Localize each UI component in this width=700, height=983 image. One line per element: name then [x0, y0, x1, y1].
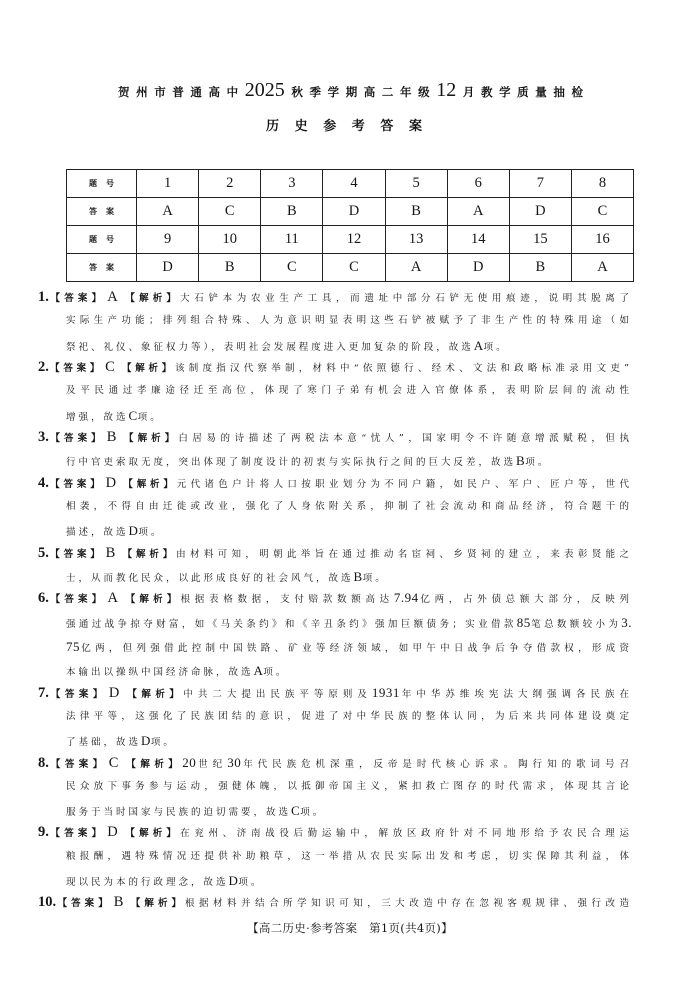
explanation-line [38, 635, 632, 659]
answer-label: 【答案】 [48, 478, 104, 490]
analysis-label: 【解析】 [123, 594, 181, 606]
question-number-cell: 10 [199, 226, 261, 254]
answer-cell: B [261, 198, 323, 226]
answer-cell: B [385, 198, 447, 226]
analysis-label: 【解析】 [129, 898, 185, 910]
document-subtitle: 历史参考答案 [266, 119, 422, 134]
analysis-text: 描述，故选D项。 [66, 523, 164, 539]
table-row [67, 226, 634, 254]
explanation-line [38, 309, 632, 333]
question-number-cell: 3 [261, 170, 323, 198]
latin-text: 20 [182, 754, 197, 770]
question-number-cell: 15 [509, 226, 571, 254]
analysis-text: 由材料可知，明朝此举旨在通过推动名宦祠、乡贤祠的建立，来表彰贤能之 [176, 548, 632, 560]
question-number-cell: 1 [137, 170, 199, 198]
question-number: 6. [38, 590, 49, 607]
explanation-item [38, 820, 632, 893]
question-number: 7. [38, 684, 49, 701]
table-row [67, 198, 634, 226]
explanation-item [38, 681, 632, 754]
analysis-text: 元代诸色户计将人口按职业划分为不同户籍，如民户、军户、匠户等，世代 [176, 478, 632, 490]
latin-text: 12 [436, 79, 457, 101]
explanation-line [38, 681, 632, 705]
question-number-cell: 5 [385, 170, 447, 198]
answer-label: 【答案】 [48, 688, 107, 700]
analysis-text: 强通过战争掠夺财富，如《马关条约》和《辛丑条约》强加巨额债务；实业借款85笔总数额较小为3. [66, 614, 632, 630]
answer-label: 【答案】 [48, 594, 106, 606]
answer-label: 【答案】 [48, 828, 106, 840]
latin-text: 3. [621, 614, 632, 630]
analysis-text: 祭祀、礼仪、象征权力等），表明社会发展程度进入更加复杂的阶段，故选A项。 [66, 337, 509, 353]
answer-cell: A [385, 254, 447, 282]
answer-cell: A [447, 198, 509, 226]
analysis-label: 【解析】 [123, 293, 181, 304]
analysis-text: 服务于当时国家与民族的迫切需要，故选C项。 [66, 803, 326, 819]
question-number-cell: 6 [447, 170, 509, 198]
analysis-label: 【解析】 [124, 758, 183, 770]
explanation-line [38, 379, 632, 403]
answer-label: 【答案】 [48, 432, 105, 444]
answer-label: 【答案】 [56, 898, 112, 910]
answer-cell: D [137, 254, 199, 282]
answer-letter: D [108, 684, 120, 701]
analysis-label: 【解析】 [121, 548, 177, 560]
answer-cell: A [571, 254, 633, 282]
answer-label: 【答案】 [48, 758, 107, 770]
explanations-section [38, 285, 632, 915]
answer-cell: C [261, 254, 323, 282]
question-number: 8. [38, 754, 49, 771]
analysis-text: 相袭，不得自由迁徙或改业，强化了人身依附关系，抑制了社会流动和商品经济，符合题干的 [66, 500, 632, 512]
answer-letter: D [105, 474, 117, 491]
explanation-line [38, 775, 632, 799]
answer-cell: D [447, 254, 509, 282]
question-number: 3. [38, 428, 49, 445]
answer-cell: C [199, 198, 261, 226]
analysis-label: 【解析】 [125, 688, 184, 700]
question-number: 9. [38, 824, 49, 841]
analysis-label: 【解析】 [120, 362, 176, 374]
answer-cell: D [323, 198, 385, 226]
answer-letter: B [113, 894, 124, 911]
analysis-text: 及平民通过孝廉途径迁至高位，体现了寒门子弟有机会进入官僚体系，表明阶层间的流动性 [66, 385, 632, 397]
answer-letter: D [107, 824, 118, 841]
question-number-cell: 2 [199, 170, 261, 198]
answer-key-table [66, 169, 634, 282]
latin-text: C [128, 407, 138, 423]
analysis-text: 根据材料并结合所学知识可知，三大改造中存在忽视客观规律、强行改造 [184, 898, 632, 910]
explanation-line [38, 705, 632, 729]
explanation-line [38, 586, 632, 610]
table-row-label: 答案 [67, 254, 137, 282]
answer-cell: A [137, 198, 199, 226]
answer-letter: C [105, 358, 115, 375]
question-number-cell: 12 [323, 226, 385, 254]
document-title: 贺州市普通高中2025秋季学期高二年级12月教学质量抽检 [118, 79, 583, 101]
answer-letter: C [108, 754, 119, 771]
explanation-item [38, 425, 632, 474]
analysis-text: 粮报酬，遇特殊情况还提供补助粮草，这一举措从农民实际出发和考虑，切实保障其利益，体 [66, 850, 632, 862]
latin-text: 2025 [244, 79, 285, 101]
latin-text: A [253, 663, 264, 679]
explanation-item [38, 285, 632, 358]
answer-label: 【答案】 [48, 293, 106, 304]
latin-text: D [141, 733, 151, 749]
latin-text: 85 [516, 614, 531, 630]
explanation-line [38, 820, 632, 844]
latin-text: 30 [227, 754, 242, 770]
table-row-label: 答案 [67, 198, 137, 226]
question-number-cell: 8 [571, 170, 633, 198]
analysis-text: 行中官吏索取无度，突出体现了制度设计的初衷与实际执行之间的巨大反差，故选B项。 [66, 453, 551, 469]
answer-label: 【答案】 [48, 362, 104, 374]
answer-letter: A [107, 289, 118, 305]
question-number-cell: 7 [509, 170, 571, 198]
question-number-cell: 9 [137, 226, 199, 254]
analysis-text: 士，从而教化民众，以此形成良好的社会风气，故选B项。 [66, 568, 388, 584]
analysis-text: 现以民为本的行政理念，故选D项。 [66, 873, 264, 889]
question-number: 1. [38, 289, 49, 305]
answer-letter: B [105, 544, 116, 561]
latin-text: B [353, 568, 363, 584]
explanation-line [38, 425, 632, 449]
explanation-item [38, 355, 632, 428]
analysis-text: 该制度指汉代察举制，材料中“依照德行、经术、文法和政略标准录用文吏” [175, 362, 632, 374]
latin-text: 1931 [371, 684, 400, 700]
answer-cell: B [199, 254, 261, 282]
table-row [67, 254, 634, 282]
explanation-item [38, 471, 632, 544]
table-row-label: 题号 [67, 170, 137, 198]
explanation-item [38, 751, 632, 824]
analysis-text: 中共二大提出民族平等原则及1931年中华苏维埃宪法大纲强调各民族在 [183, 684, 632, 700]
question-number-cell: 16 [571, 226, 633, 254]
analysis-text: 了基础，故选D项。 [66, 733, 176, 749]
analysis-text: 白居易的诗描述了两税法本意“忧人”，国家明令不许随意增派赋税，但执 [178, 432, 632, 444]
analysis-label: 【解析】 [122, 432, 179, 444]
explanation-line [38, 471, 632, 495]
latin-text: D [228, 873, 239, 889]
latin-text: B [516, 453, 526, 469]
answer-label: 【答案】 [48, 548, 104, 560]
answer-letter: B [106, 428, 117, 445]
analysis-text: 大石铲本为农业生产工具，而遗址中部分石铲无使用痕迹，说明其脱离了 [180, 293, 632, 304]
answer-letter: A [107, 590, 118, 607]
latin-text: C [291, 803, 301, 819]
explanation-line [38, 541, 632, 565]
latin-text: A [473, 337, 484, 353]
table-row-label: 题号 [67, 226, 137, 254]
explanation-line [38, 355, 632, 379]
page-footer: 【高二历史·参考答案 第1页(共4页)】 [247, 921, 453, 935]
analysis-label: 【解析】 [123, 828, 181, 840]
answer-cell: B [509, 254, 571, 282]
analysis-text: 本输出以操纵中国经济命脉，故选A项。 [66, 663, 289, 679]
question-number-cell: 14 [447, 226, 509, 254]
answer-cell: C [323, 254, 385, 282]
analysis-text: 法律平等，这强化了民族团结的意识，促进了对中华民族的整体认同，为后来共同体建设奠定 [66, 710, 632, 722]
answer-cell: D [509, 198, 571, 226]
answer-key-table-body [67, 170, 634, 282]
analysis-label: 【解析】 [122, 478, 177, 490]
explanation-line [38, 285, 632, 309]
explanation-line [38, 751, 632, 775]
explanation-line [38, 611, 632, 635]
answer-cell: C [571, 198, 633, 226]
analysis-text: 根据表格数据，支付赔款数额高达7.94亿两，占外债总额大部分，反映列 [180, 590, 632, 606]
question-number-cell: 11 [261, 226, 323, 254]
latin-text: 7.94 [393, 590, 419, 606]
question-number: 5. [38, 544, 49, 561]
analysis-text: 20世纪30年代民族危机深重，反帝是时代核心诉求。陶行知的歌词号召 [182, 754, 632, 770]
latin-text: D [128, 523, 139, 539]
explanation-line [38, 845, 632, 869]
question-number: 4. [38, 474, 49, 491]
analysis-text: 实际生产功能；排列组合特殊、人为意识明显表明这些石铲被赋予了非生产性的特殊用途（如 [66, 315, 632, 327]
table-row [67, 170, 634, 198]
explanation-line [38, 890, 632, 914]
analysis-text: 增强，故选C项。 [66, 407, 163, 423]
explanation-item [38, 890, 632, 914]
analysis-text: 在兖州、济南战役后勤运输中，解放区政府针对不同地形给予农民合理运 [180, 828, 632, 840]
explanation-item [38, 586, 632, 684]
question-number-cell: 13 [385, 226, 447, 254]
explanation-line [38, 495, 632, 519]
question-number: 10. [38, 894, 57, 911]
explanation-item [38, 541, 632, 590]
question-number-cell: 4 [323, 170, 385, 198]
analysis-text: 75亿两，但列强借此控制中国铁路、矿业等经济领域，如甲午中日战争后争夺借款权，形成资 [66, 638, 632, 654]
analysis-text: 民众放下事务参与运动，强健体魄，以抵御帝国主义，紧扣救亡图存的时代需求，体现其言论 [66, 780, 632, 792]
question-number: 2. [38, 358, 49, 375]
latin-text: 75 [66, 638, 80, 654]
